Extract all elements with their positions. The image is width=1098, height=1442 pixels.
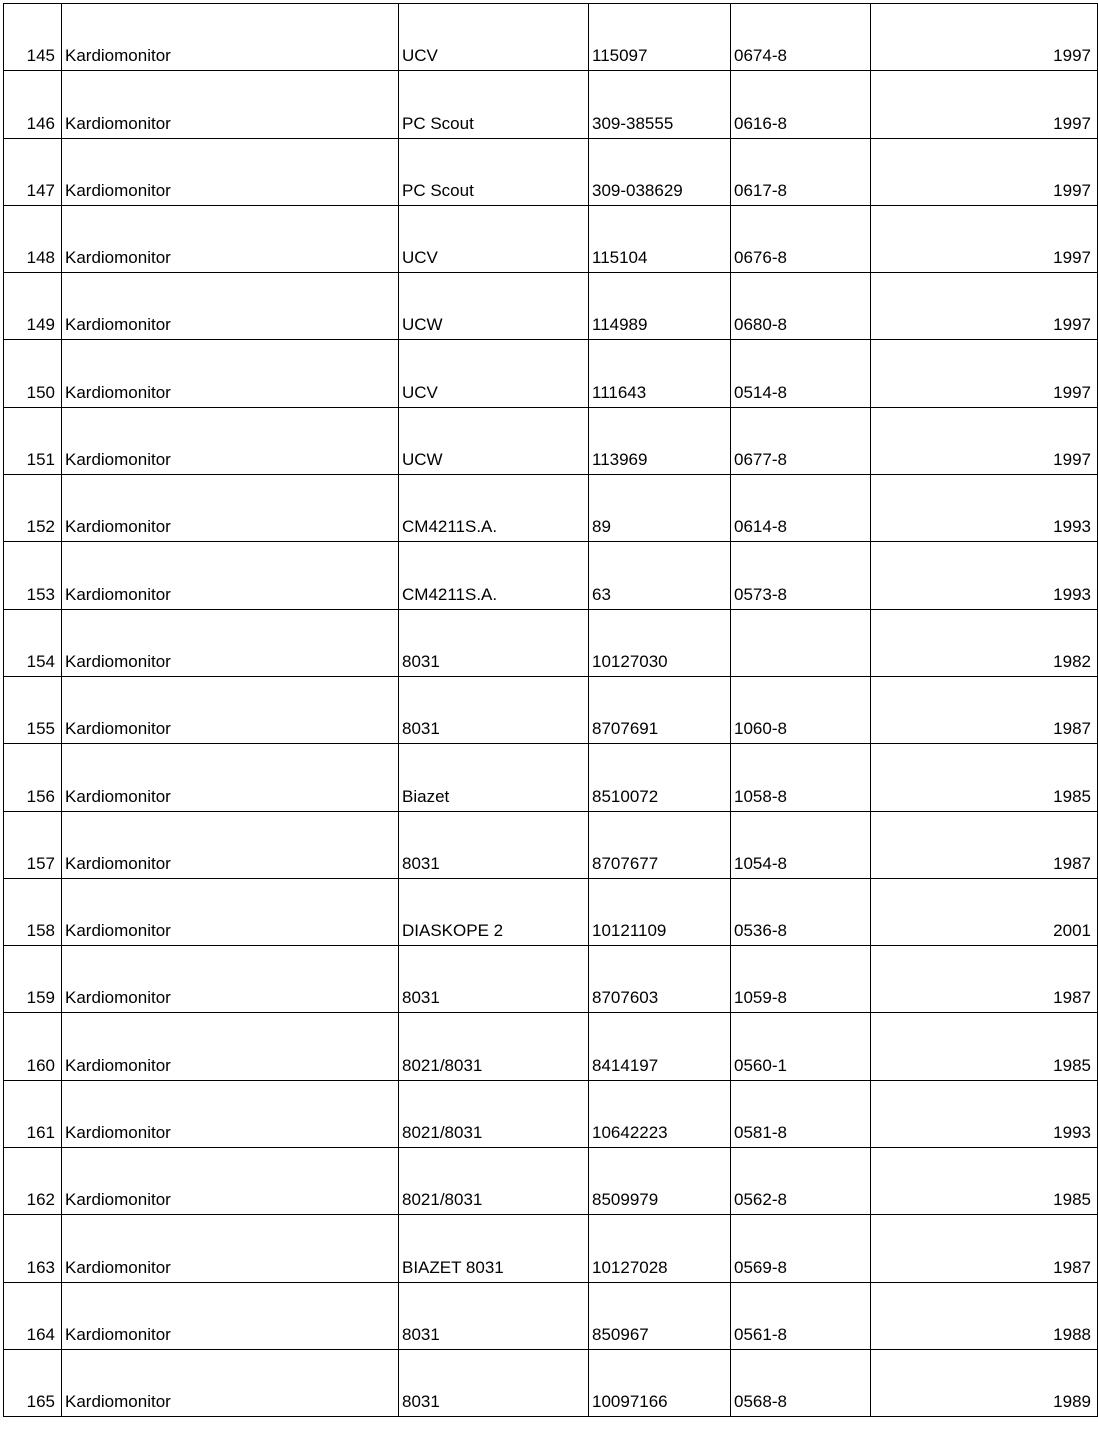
table-row [4, 475, 1098, 542]
row-number-cell: 156 [4, 744, 62, 811]
inventory-number-cell: 0680-8 [731, 273, 871, 340]
model-cell: BIAZET 8031 [399, 1215, 589, 1282]
table-row [4, 1080, 1098, 1147]
inventory-number-cell: 0560-1 [731, 1013, 871, 1080]
year-cell: 1987 [871, 811, 1098, 878]
table-row [4, 542, 1098, 609]
year-cell: 1993 [871, 542, 1098, 609]
serial-number-cell: 850967 [589, 1282, 731, 1349]
table-row [4, 946, 1098, 1013]
table-row [4, 1013, 1098, 1080]
device-name-cell: Kardiomonitor [62, 1215, 399, 1282]
year-cell: 1987 [871, 676, 1098, 743]
model-cell: 8021/8031 [399, 1080, 589, 1147]
inventory-number-cell: 0569-8 [731, 1215, 871, 1282]
model-cell: 8031 [399, 1282, 589, 1349]
serial-number-cell: 115104 [589, 205, 731, 272]
table-row [4, 138, 1098, 205]
device-name-cell: Kardiomonitor [62, 205, 399, 272]
serial-number-cell: 8414197 [589, 1013, 731, 1080]
row-number-cell: 158 [4, 878, 62, 945]
model-cell: UCV [399, 340, 589, 407]
year-cell: 1987 [871, 946, 1098, 1013]
model-cell: 8031 [399, 609, 589, 676]
serial-number-cell: 8509979 [589, 1148, 731, 1215]
year-cell: 1997 [871, 407, 1098, 474]
row-number-cell: 153 [4, 542, 62, 609]
model-cell: CM4211S.A. [399, 475, 589, 542]
device-name-cell: Kardiomonitor [62, 475, 399, 542]
table-row [4, 273, 1098, 340]
model-cell: 8031 [399, 946, 589, 1013]
row-number-cell: 165 [4, 1349, 62, 1416]
table-body [4, 4, 1098, 1417]
table-row [4, 71, 1098, 138]
year-cell: 1997 [871, 205, 1098, 272]
table-row [4, 4, 1098, 71]
year-cell: 1993 [871, 475, 1098, 542]
year-cell: 1985 [871, 1148, 1098, 1215]
model-cell: PC Scout [399, 138, 589, 205]
inventory-number-cell: 0581-8 [731, 1080, 871, 1147]
year-cell: 1997 [871, 4, 1098, 71]
serial-number-cell: 115097 [589, 4, 731, 71]
year-cell: 1997 [871, 71, 1098, 138]
inventory-number-cell: 1058-8 [731, 744, 871, 811]
row-number-cell: 146 [4, 71, 62, 138]
device-name-cell: Kardiomonitor [62, 1282, 399, 1349]
table-row [4, 205, 1098, 272]
row-number-cell: 163 [4, 1215, 62, 1282]
device-name-cell: Kardiomonitor [62, 138, 399, 205]
serial-number-cell: 8707691 [589, 676, 731, 743]
device-name-cell: Kardiomonitor [62, 340, 399, 407]
inventory-number-cell: 1054-8 [731, 811, 871, 878]
inventory-number-cell: 0676-8 [731, 205, 871, 272]
device-name-cell: Kardiomonitor [62, 1148, 399, 1215]
row-number-cell: 159 [4, 946, 62, 1013]
year-cell: 1985 [871, 744, 1098, 811]
serial-number-cell: 309-038629 [589, 138, 731, 205]
year-cell: 1988 [871, 1282, 1098, 1349]
year-cell: 1989 [871, 1349, 1098, 1416]
table-row [4, 1282, 1098, 1349]
serial-number-cell: 10121109 [589, 878, 731, 945]
inventory-number-cell: 0617-8 [731, 138, 871, 205]
model-cell: UCV [399, 4, 589, 71]
inventory-number-cell: 0561-8 [731, 1282, 871, 1349]
device-name-cell: Kardiomonitor [62, 1080, 399, 1147]
serial-number-cell: 111643 [589, 340, 731, 407]
row-number-cell: 160 [4, 1013, 62, 1080]
inventory-number-cell: 0674-8 [731, 4, 871, 71]
year-cell: 1987 [871, 1215, 1098, 1282]
model-cell: 8031 [399, 676, 589, 743]
row-number-cell: 149 [4, 273, 62, 340]
inventory-number-cell [731, 609, 871, 676]
serial-number-cell: 10127030 [589, 609, 731, 676]
device-name-cell: Kardiomonitor [62, 878, 399, 945]
year-cell: 1997 [871, 273, 1098, 340]
device-name-cell: Kardiomonitor [62, 407, 399, 474]
table-row [4, 676, 1098, 743]
device-name-cell: Kardiomonitor [62, 1349, 399, 1416]
device-name-cell: Kardiomonitor [62, 4, 399, 71]
row-number-cell: 145 [4, 4, 62, 71]
serial-number-cell: 10097166 [589, 1349, 731, 1416]
model-cell: UCW [399, 273, 589, 340]
device-name-cell: Kardiomonitor [62, 1013, 399, 1080]
table-row [4, 744, 1098, 811]
table-row [4, 811, 1098, 878]
model-cell: 8031 [399, 1349, 589, 1416]
inventory-number-cell: 0573-8 [731, 542, 871, 609]
inventory-number-cell: 0536-8 [731, 878, 871, 945]
year-cell: 1997 [871, 138, 1098, 205]
serial-number-cell: 8510072 [589, 744, 731, 811]
table-row [4, 1215, 1098, 1282]
device-name-cell: Kardiomonitor [62, 811, 399, 878]
row-number-cell: 152 [4, 475, 62, 542]
row-number-cell: 151 [4, 407, 62, 474]
table-row [4, 1349, 1098, 1416]
serial-number-cell: 10642223 [589, 1080, 731, 1147]
row-number-cell: 150 [4, 340, 62, 407]
table-row [4, 340, 1098, 407]
inventory-number-cell: 1059-8 [731, 946, 871, 1013]
model-cell: UCW [399, 407, 589, 474]
model-cell: 8021/8031 [399, 1148, 589, 1215]
row-number-cell: 161 [4, 1080, 62, 1147]
year-cell: 1993 [871, 1080, 1098, 1147]
row-number-cell: 147 [4, 138, 62, 205]
model-cell: PC Scout [399, 71, 589, 138]
year-cell: 1982 [871, 609, 1098, 676]
serial-number-cell: 8707677 [589, 811, 731, 878]
device-name-cell: Kardiomonitor [62, 609, 399, 676]
serial-number-cell: 114989 [589, 273, 731, 340]
model-cell: Biazet [399, 744, 589, 811]
device-name-cell: Kardiomonitor [62, 676, 399, 743]
equipment-inventory-table [3, 3, 1098, 1417]
serial-number-cell: 113969 [589, 407, 731, 474]
table-row [4, 609, 1098, 676]
inventory-number-cell: 0568-8 [731, 1349, 871, 1416]
model-cell: 8031 [399, 811, 589, 878]
table-row [4, 407, 1098, 474]
row-number-cell: 157 [4, 811, 62, 878]
device-name-cell: Kardiomonitor [62, 273, 399, 340]
serial-number-cell: 10127028 [589, 1215, 731, 1282]
row-number-cell: 162 [4, 1148, 62, 1215]
row-number-cell: 148 [4, 205, 62, 272]
model-cell: 8021/8031 [399, 1013, 589, 1080]
table-row [4, 878, 1098, 945]
device-name-cell: Kardiomonitor [62, 744, 399, 811]
year-cell: 1985 [871, 1013, 1098, 1080]
serial-number-cell: 63 [589, 542, 731, 609]
serial-number-cell: 309-38555 [589, 71, 731, 138]
year-cell: 2001 [871, 878, 1098, 945]
inventory-number-cell: 0616-8 [731, 71, 871, 138]
device-name-cell: Kardiomonitor [62, 542, 399, 609]
inventory-number-cell: 0614-8 [731, 475, 871, 542]
row-number-cell: 164 [4, 1282, 62, 1349]
model-cell: UCV [399, 205, 589, 272]
device-name-cell: Kardiomonitor [62, 71, 399, 138]
row-number-cell: 155 [4, 676, 62, 743]
inventory-number-cell: 0514-8 [731, 340, 871, 407]
row-number-cell: 154 [4, 609, 62, 676]
serial-number-cell: 8707603 [589, 946, 731, 1013]
inventory-number-cell: 0677-8 [731, 407, 871, 474]
year-cell: 1997 [871, 340, 1098, 407]
inventory-number-cell: 0562-8 [731, 1148, 871, 1215]
device-name-cell: Kardiomonitor [62, 946, 399, 1013]
model-cell: DIASKOPE 2 [399, 878, 589, 945]
model-cell: CM4211S.A. [399, 542, 589, 609]
serial-number-cell: 89 [589, 475, 731, 542]
inventory-number-cell: 1060-8 [731, 676, 871, 743]
table-row [4, 1148, 1098, 1215]
